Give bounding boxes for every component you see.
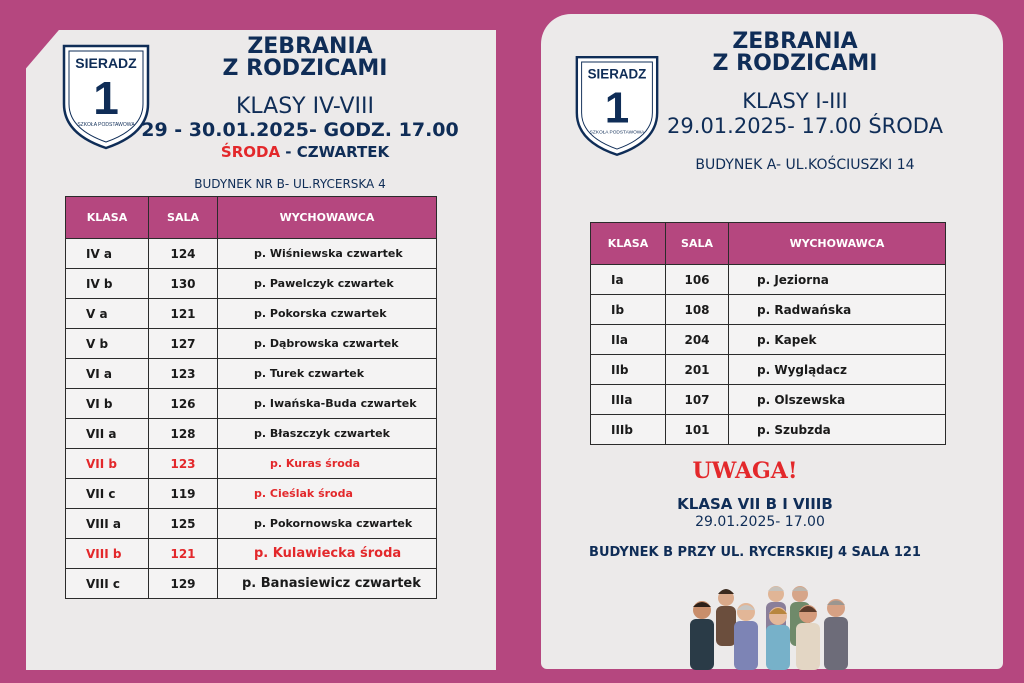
cell-teacher: p. Cieślak środa — [218, 479, 437, 509]
school-logo-right — [573, 52, 661, 160]
people-illustration — [680, 580, 858, 670]
cell-klasa: VII a — [66, 419, 149, 449]
table-row — [66, 359, 437, 389]
right-title-line2: Z RODZICAMI — [712, 51, 878, 76]
cell-sala: 106 — [666, 265, 729, 295]
cell-klasa: VI a — [66, 359, 149, 389]
cell-teacher: p. Olszewska — [729, 385, 946, 415]
table-row — [66, 389, 437, 419]
header-klasa: KLASA — [591, 223, 666, 265]
cell-teacher: p. Iwańska-Buda czwartek — [218, 389, 437, 419]
cell-teacher: p. Banasiewicz czwartek — [218, 569, 437, 599]
cell-sala: 121 — [149, 539, 218, 569]
cell-sala: 123 — [149, 449, 218, 479]
cell-klasa: VIII a — [66, 509, 149, 539]
cell-teacher: p. Jeziorna — [729, 265, 946, 295]
left-classes: KLASY IV-VIII — [235, 94, 375, 119]
left-schedule-table — [65, 196, 437, 599]
cell-klasa: VI b — [66, 389, 149, 419]
logo-school-text: SZKOŁA PODSTAWOWA — [589, 130, 645, 136]
header-wychowawca: WYCHOWAWCA — [218, 197, 437, 239]
cell-teacher: p. Wyglądacz — [729, 355, 946, 385]
left-day-wednesday: ŚRODA — [220, 143, 281, 161]
cell-sala: 127 — [149, 329, 218, 359]
school-logo-left — [60, 42, 152, 152]
cell-klasa: IV b — [66, 269, 149, 299]
cell-klasa: V b — [66, 329, 149, 359]
header-klasa: KLASA — [66, 197, 149, 239]
table-row — [66, 269, 437, 299]
table-row — [591, 415, 946, 445]
cell-klasa: VIII b — [66, 539, 149, 569]
cell-teacher: p. Dąbrowska czwartek — [218, 329, 437, 359]
logo-city-text: SIERADZ — [75, 55, 137, 71]
cell-teacher: p. Kapek — [729, 325, 946, 355]
cell-sala: 130 — [149, 269, 218, 299]
cell-sala: 126 — [149, 389, 218, 419]
cell-sala: 204 — [666, 325, 729, 355]
table-row — [66, 239, 437, 269]
left-title-line1: ZEBRANIA — [247, 34, 373, 59]
cell-klasa: IIIb — [591, 415, 666, 445]
table-row — [66, 569, 437, 599]
table-row — [591, 355, 946, 385]
header-sala: SALA — [149, 197, 218, 239]
table-row — [591, 295, 946, 325]
table-row — [66, 299, 437, 329]
cell-klasa: VII b — [66, 449, 149, 479]
left-building: BUDYNEK NR B- UL.RYCERSKA 4 — [194, 177, 386, 191]
table-row — [591, 265, 946, 295]
table-row — [66, 419, 437, 449]
left-day-thursday: - CZWARTEK — [280, 143, 390, 161]
right-schedule-table — [590, 222, 946, 445]
notice-place: BUDYNEK B PRZY UL. RYCERSKIEJ 4 SALA 121 — [589, 545, 921, 560]
cell-teacher: p. Kuras środa — [218, 449, 437, 479]
cell-teacher: p. Pawelczyk czwartek — [218, 269, 437, 299]
cell-teacher: p. Wiśniewska czwartek — [218, 239, 437, 269]
cell-teacher: p. Błaszczyk czwartek — [218, 419, 437, 449]
logo-school-text: SZKOŁA PODSTAWOWA — [77, 122, 135, 128]
cell-sala: 108 — [666, 295, 729, 325]
header-sala: SALA — [666, 223, 729, 265]
left-title-line2: Z RODZICAMI — [222, 56, 388, 81]
cell-sala: 125 — [149, 509, 218, 539]
cell-teacher: p. Kulawiecka środa — [218, 539, 437, 569]
cell-sala: 107 — [666, 385, 729, 415]
logo-number-text: 1 — [93, 72, 119, 124]
cell-sala: 128 — [149, 419, 218, 449]
cell-klasa: IIb — [591, 355, 666, 385]
notice-classes: KLASA VII B I VIIIB — [677, 495, 833, 513]
notice-title: UWAGA! — [692, 458, 798, 484]
logo-city-text: SIERADZ — [587, 66, 647, 82]
cell-klasa: VIII c — [66, 569, 149, 599]
cell-teacher: p. Szubzda — [729, 415, 946, 445]
header-wychowawca: WYCHOWAWCA — [729, 223, 946, 265]
table-row — [66, 509, 437, 539]
cell-sala: 123 — [149, 359, 218, 389]
cell-klasa: V a — [66, 299, 149, 329]
cell-klasa: Ia — [591, 265, 666, 295]
cell-klasa: IIa — [591, 325, 666, 355]
left-date: 29 - 30.01.2025- GODZ. 17.00 — [141, 119, 459, 141]
cell-teacher: p. Pokorska czwartek — [218, 299, 437, 329]
right-classes: KLASY I-III — [742, 89, 848, 113]
right-date: 29.01.2025- 17.00 ŚRODA — [667, 114, 943, 138]
cell-sala: 124 — [149, 239, 218, 269]
left-days — [210, 145, 400, 160]
cell-sala: 201 — [666, 355, 729, 385]
cell-klasa: IV a — [66, 239, 149, 269]
table-row — [66, 539, 437, 569]
table-row — [591, 385, 946, 415]
cell-teacher: p. Pokornowska czwartek — [218, 509, 437, 539]
cell-teacher: p. Radwańska — [729, 295, 946, 325]
right-title-line1: ZEBRANIA — [732, 29, 858, 54]
cell-klasa: Ib — [591, 295, 666, 325]
table-row — [66, 449, 437, 479]
table-row — [591, 325, 946, 355]
cell-sala: 119 — [149, 479, 218, 509]
cell-sala: 121 — [149, 299, 218, 329]
cell-klasa: IIIa — [591, 385, 666, 415]
table-row — [66, 479, 437, 509]
table-row — [66, 329, 437, 359]
cell-sala: 129 — [149, 569, 218, 599]
cell-teacher: p. Turek czwartek — [218, 359, 437, 389]
logo-number-text: 1 — [604, 83, 630, 133]
right-building: BUDYNEK A- UL.KOŚCIUSZKI 14 — [695, 157, 915, 173]
notice-date: 29.01.2025- 17.00 — [695, 514, 825, 530]
cell-sala: 101 — [666, 415, 729, 445]
cell-klasa: VII c — [66, 479, 149, 509]
